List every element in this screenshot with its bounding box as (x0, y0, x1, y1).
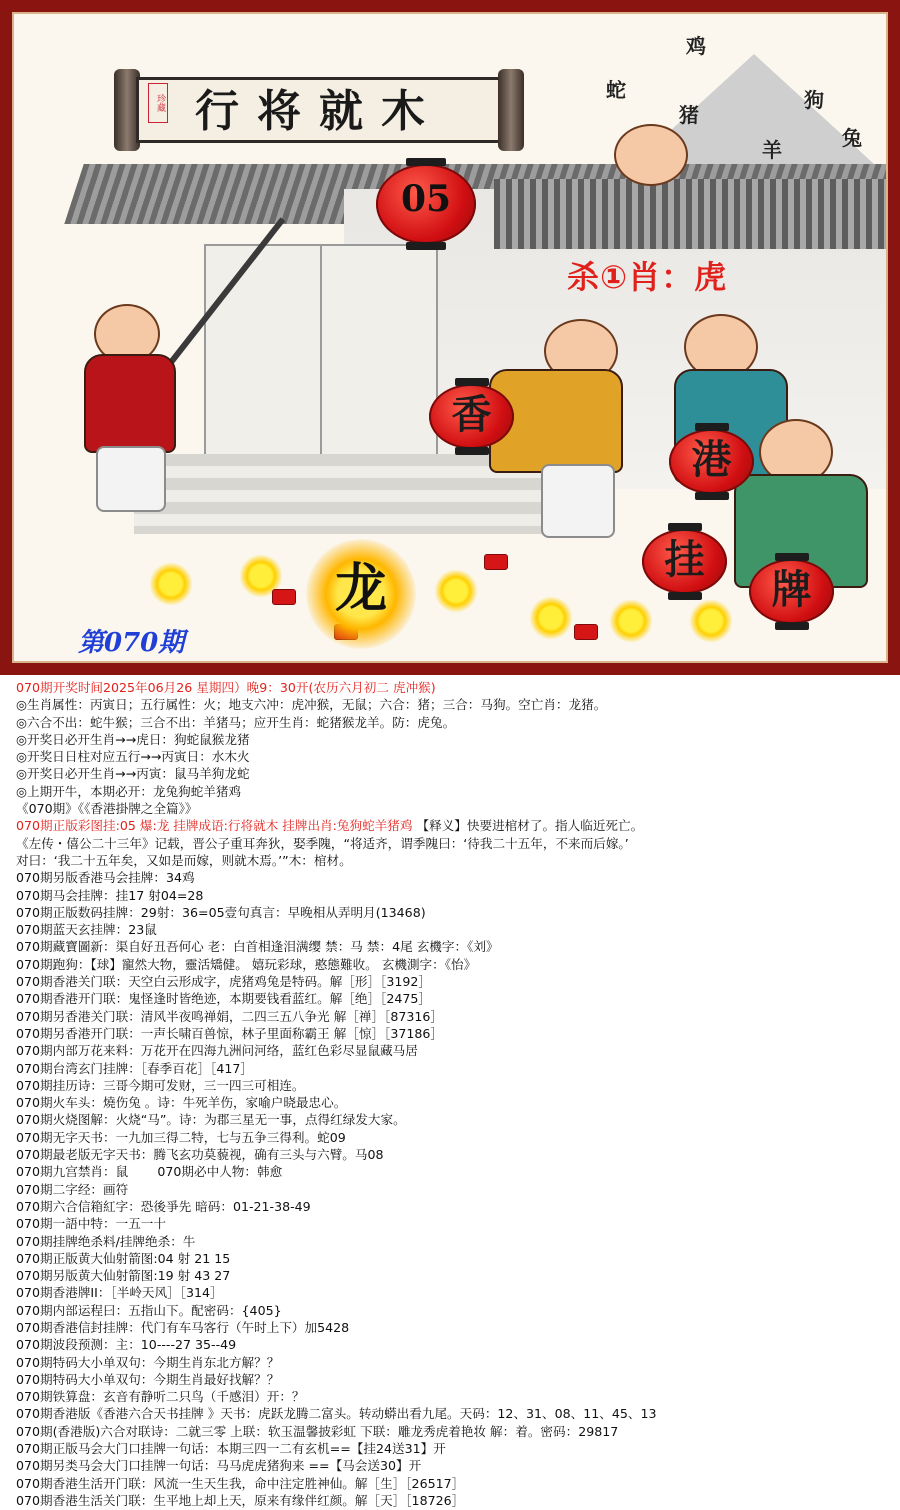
firecracker (484, 554, 508, 570)
text-line: ◎开奖日必开生肖→→丙寅：鼠马羊狗龙蛇 (16, 766, 250, 782)
prediction-text-block (16, 679, 894, 1509)
lantern-char-3: 挂 (642, 529, 727, 594)
text-line: 070期无字天书：一九加三得二特，七与五争三得利。蛇09 (16, 1129, 346, 1145)
text-line: 070期六合信箱紅字：恐後爭先 暗码：01-21-38-49 (16, 1198, 311, 1214)
banner-title: 行将就木 (195, 86, 443, 137)
text-line: 070期特码大小单双句：今期生肖最好找解？？ (16, 1371, 280, 1387)
color-image-black-text: 【释义】快要进棺材了。指人临近死亡。 (416, 818, 644, 834)
firework-burst: 龙 (306, 539, 416, 649)
text-line: 070期九宫禁肖：鼠 070期必中人物：韩愈 (16, 1164, 283, 1180)
text-line: 070期挂牌绝杀料/挂牌绝杀：牛 (16, 1233, 196, 1249)
text-line: 070期香港牌II：［半岭天风］［314］ (16, 1285, 223, 1301)
text-line: ◎生肖属性：丙寅日；五行属性：火；地支六冲：虎冲猴，无鼠；六合：猪；三合：马狗。空亡肖：龙猪。 (16, 697, 607, 713)
side-roof (494, 179, 888, 249)
text-line: 070期香港版《香港六合天书挂牌 》天书：虎跃龙腾二富头。转动蟒出看九尾。天码：12、31、08、11、45、13 (16, 1406, 657, 1422)
text-line: 070期波段预测：主：10----27 35--49 (16, 1337, 237, 1353)
firework-spark (434, 569, 478, 613)
firework-spark (149, 562, 193, 606)
firework-spark (689, 599, 733, 643)
text-line: 070期火车头：燒伤兔 。诗：牛死羊伤，家喻户晓最忠心。 (16, 1095, 347, 1111)
text-line: 070期另版黄大仙射箭图:19 射 43 27 (16, 1268, 231, 1284)
text-line: 070期另香港关门联：清风半夜鸣禅娟，二四三五八争光 解［禅］［87316］ (16, 1008, 444, 1024)
lantern-char-1: 香 (429, 384, 514, 449)
text-line: 070期正版数码挂牌：29射：36=05壹句真言：早晚相从弄明月(13468) (16, 904, 426, 920)
text-line: ◎上期开牛，本期必开：龙兔狗蛇羊猪鸡 (16, 783, 242, 799)
text-line: 《左传・僖公二十三年》记载，晋公子重耳奔狄，娶季隗，“将适齐，谓季隗曰：‘待我二十五年，不来而后嫁。’ (16, 835, 629, 851)
text-line: 070期内部运程曰：五指山下。配密码：{405} (16, 1302, 282, 1318)
text-line: ◎开奖日日柱对应五行→→丙寅日：水木火 (16, 749, 250, 765)
text-line: 070期(香港版)六合对联诗：二就三零 上联：软玉温馨披彩虹 下联：雕龙秀虎着艳妆 解：着。密码：29817 (16, 1423, 619, 1439)
firecracker (574, 624, 598, 640)
text-line: 070期蓝天玄挂牌：23鼠 (16, 922, 157, 938)
lantern-char-4: 牌 (749, 559, 834, 624)
text-line: 070期正版黄大仙射箭图:04 射 21 15 (16, 1250, 231, 1266)
poster-canvas (12, 12, 888, 663)
text-line: 《070期》《《香港掛牌之全篇》》 (16, 801, 198, 817)
text-line: 070期二字经：画符 (16, 1181, 129, 1197)
text-line: 对曰：‘我二十五年矣，又如是而嫁，则就木焉。’”木：棺材。 (16, 852, 352, 868)
text-line: 070期最老版无字天书：腾飞玄功莫藐视，确有三头与六臂。马08 (16, 1147, 384, 1163)
number-lantern: 05 (376, 164, 476, 244)
text-line: 070期藏寶圖新：渠自好丑吾何心 老：白首相逢泪满缨 禁：马 禁：4尾 玄機字：《刘》 (16, 939, 499, 955)
text-line: ◎开奖日必开生肖→→虎日：狗蛇鼠猴龙猪 (16, 731, 250, 747)
text-line: 070期香港生活开门联：风流一生天生我，命中注定胜神仙。解［生］［26517］ (16, 1475, 465, 1491)
poster-image (0, 0, 900, 675)
zodiac-word-rabbit: 兔 (842, 126, 862, 150)
text-line: 070期另版香港马会挂牌：34鸡 (16, 870, 195, 886)
text-line-color-image (16, 817, 894, 834)
text-line: 070期马会挂牌：挂17 射04=28 (16, 887, 204, 903)
issue-label: 第070期 (78, 628, 185, 658)
text-line-draw-time: 070期开奖时间2025年06月26 星期四）晚9：30开(农历六月初二 虎冲猴) (16, 680, 436, 695)
lantern-char-2: 港 (669, 429, 754, 494)
zodiac-word-snake: 蛇 (606, 78, 626, 102)
courtyard-gate (204, 244, 438, 488)
text-line: 070期内部万花来料：万花开在四海九洲问河络，蓝红色彩尽显鼠藏马居 (16, 1043, 418, 1059)
text-line: 070期香港关门联：天空白云形成字，虎猪鸡兔是特码。解［形］［3192］ (16, 974, 432, 990)
text-line: 070期铁算盘：玄音有静听二只鸟（千感泪）开：？ (16, 1389, 305, 1405)
text-line: 070期一語中特：一五一十 (16, 1216, 166, 1232)
text-line: 070期特码大小单双句：今期生肖东北方解？？ (16, 1354, 280, 1370)
banner-seal: 珍藏 (148, 83, 168, 123)
kill-zodiac-text: 杀①肖：虎 (567, 258, 728, 296)
text-line: 070期火烧图解：火烧“马”。诗：为郡三星无一事，点得红绿发大家。 (16, 1112, 406, 1128)
text-line: 070期香港开门联：鬼怪逢时皆绝迹，本期要钱看蓝红。解［绝］［2475］ (16, 991, 432, 1007)
banner-scroll (114, 69, 524, 151)
zodiac-word-pig: 猪 (679, 103, 699, 127)
zodiac-word-rooster: 鸡 (686, 34, 706, 58)
firework-spark (609, 599, 653, 643)
color-image-red-text: 070期正版彩图挂:05 爆:龙 挂牌成语:行将就木 挂牌出肖:兔狗蛇羊猪鸡 (16, 818, 413, 834)
firecracker (272, 589, 296, 605)
text-line: 070期正版马会大门口挂牌一句话：本期三四一二有玄机==【挂24送31】开 (16, 1441, 446, 1457)
zodiac-word-dog: 狗 (804, 88, 824, 112)
text-line: 070期挂历诗：三哥今期可发财，三一四三可相连。 (16, 1077, 305, 1093)
text-line: 070期香港信封挂牌：代门有车马客行（午时上下）加5428 (16, 1319, 350, 1335)
text-line: 070期跑狗：【球】寵然大物，靈活矯健。 嬉玩彩球，憨態難收。 玄機測字：《怡》 (16, 956, 477, 972)
text-line: 070期台湾玄门挂牌：［春季百花］［417］ (16, 1060, 253, 1076)
text-line: 070期另类马会大门口挂牌一句话：马马虎虎猪狗来 ==【马会送30】开 (16, 1458, 422, 1474)
firework-spark (529, 596, 573, 640)
zodiac-word-goat: 羊 (762, 138, 782, 162)
text-line: ◎六合不出：蛇牛猴；三合不出：羊猪马；应开生肖：蛇猪猴龙羊。防：虎兔。 (16, 714, 456, 730)
text-line: 070期香港生活关门联：生平地上却上天，原来有缘伴红颜。解［天］［18726］ (16, 1492, 465, 1508)
text-line: 070期另香港开门联：一声长啸百兽惊，林子里面称霸王 解［惊］［37186］ (16, 1025, 444, 1041)
